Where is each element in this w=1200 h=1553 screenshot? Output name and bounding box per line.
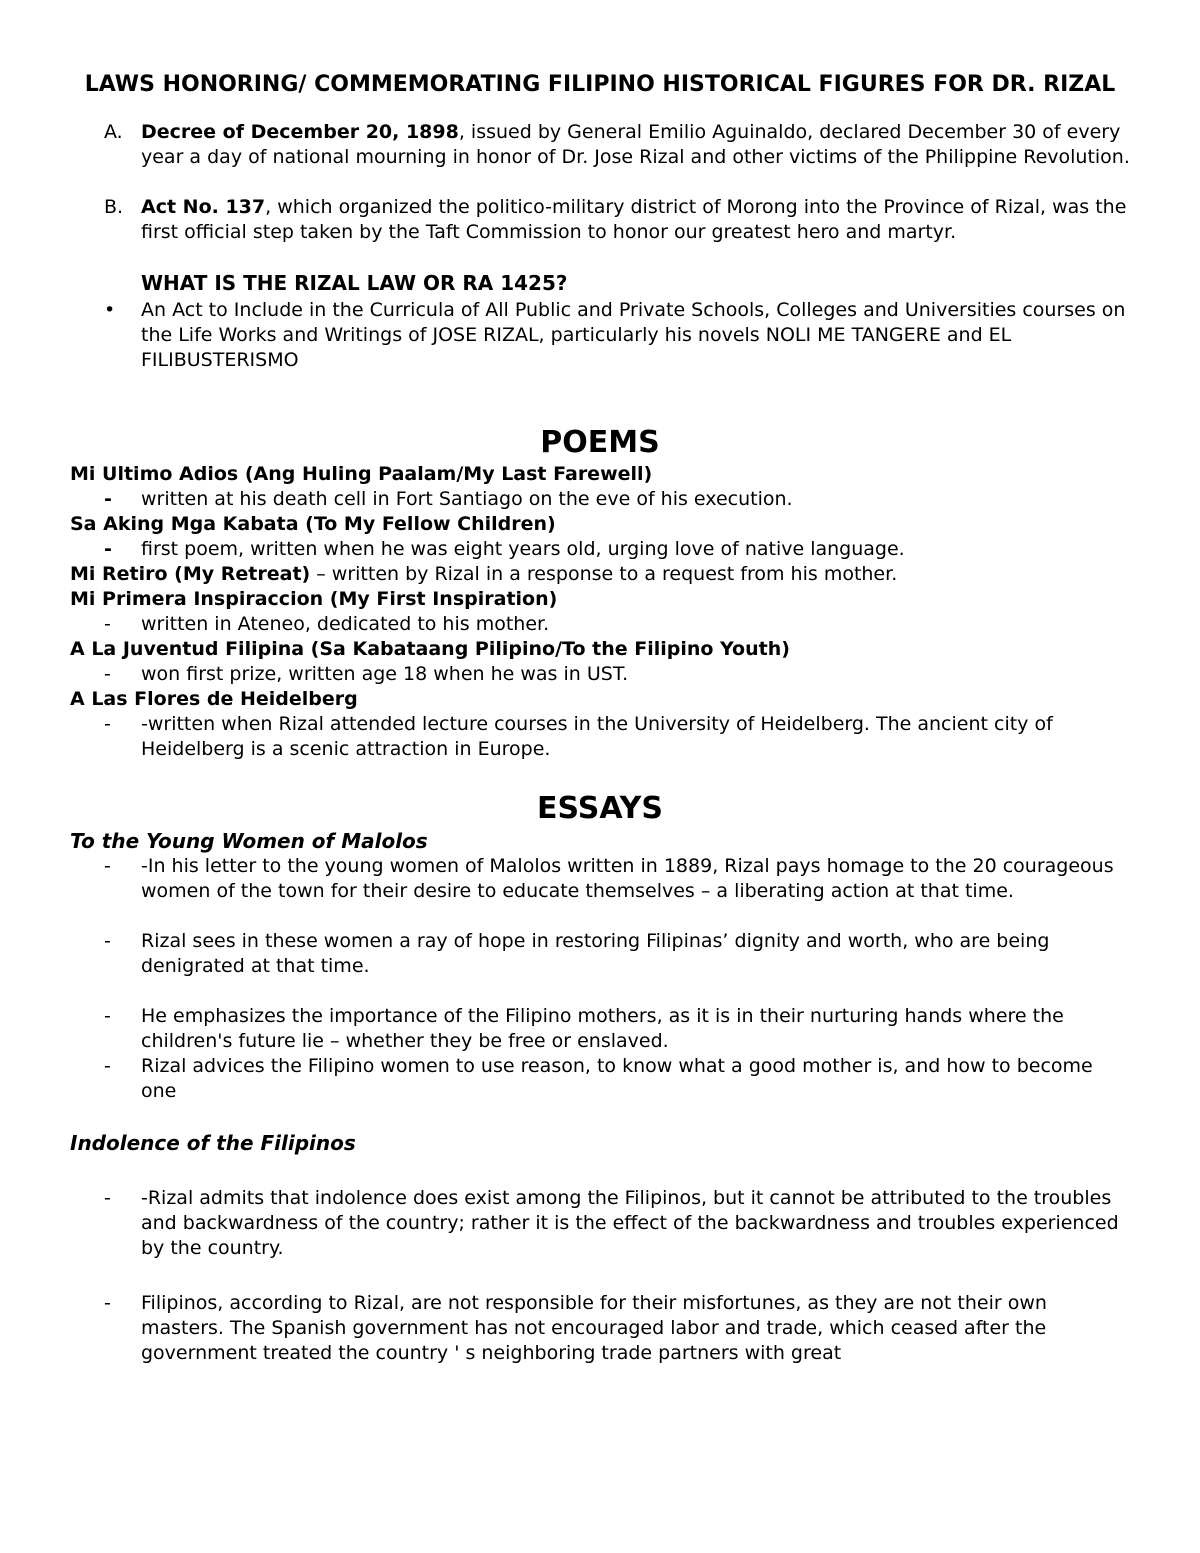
essay-point-text: He emphasizes the importance of the Filipino mothers, as it is in their nurturing hands where the children's future lie – whether they be free or enslaved. (141, 1005, 1064, 1052)
laws-list (70, 120, 1130, 245)
poem-title: Mi Primera Inspiraccion (My First Inspiration) (70, 588, 558, 610)
essay-point-text: Rizal advices the Filipino women to use reason, to know what a good mother is, and how to become one (141, 1055, 1093, 1102)
poems-section (70, 462, 1130, 762)
dash-icon: - (104, 713, 111, 735)
law-item-b (70, 195, 1130, 245)
essay-point-text: Rizal sees in these women a ray of hope in restoring Filipinas’ dignity and worth, who are being denigrated at that time. (141, 930, 1050, 977)
law-marker: B. (104, 196, 124, 218)
poem-note (70, 662, 1130, 687)
law-marker: A. (104, 121, 123, 143)
poem-title: A Las Flores de Heidelberg (70, 688, 358, 710)
essay-point (70, 1186, 1130, 1261)
dash-icon: - (104, 613, 111, 635)
law-name: Act No. 137 (141, 196, 266, 218)
dash-icon: - (104, 1005, 111, 1027)
essay-point (70, 1054, 1130, 1104)
rizal-law-heading: WHAT IS THE RIZAL LAW OR RA 1425? (141, 271, 568, 295)
poem-note-text: -written when Rizal attended lecture courses in the University of Heidelberg. The ancient city of Heidelberg is a scenic attraction in Europe. (141, 713, 1053, 760)
poem-note (70, 537, 1130, 562)
essay-point-text: Filipinos, according to Rizal, are not responsible for their misfortunes, as they are not their own masters. The Spanish government has not encouraged labor and trade, which ceased after the government treated the country ' s neighboring trade partners with great (141, 1292, 1047, 1364)
poem-note (70, 487, 1130, 512)
poem-entry (70, 562, 1130, 587)
essay-point (70, 929, 1130, 979)
essay-point (70, 854, 1130, 904)
document-title: LAWS HONORING/ COMMEMORATING FILIPINO HISTORICAL FIGURES FOR DR. RIZAL (84, 72, 1116, 97)
dash-icon: - (104, 1055, 111, 1077)
law-item-a (70, 120, 1130, 170)
poem-title: Mi Ultimo Adios (Ang Huling Paalam/My Last Farewell) (70, 463, 653, 485)
essay-title: To the Young Women of Malolos (70, 829, 428, 853)
dash-icon: - (104, 855, 111, 877)
poems-heading: POEMS (540, 425, 660, 460)
dash-icon: - (104, 930, 111, 952)
essay-point-text: -Rizal admits that indolence does exist among the Filipinos, but it cannot be attributed to the troubles and backwardness of the country; rather it is the effect of the backwardness and troubles experienced by the country. (141, 1187, 1119, 1259)
list-item (70, 298, 1130, 373)
poem-inline-note: – written by Rizal in a response to a request from his mother. (310, 563, 898, 585)
law-description: , issued by General Emilio Aguinaldo, declared December 30 of every year a day of national mourning in honor of Dr. Jose Rizal and other victims of the Philippine Revolution. (141, 121, 1130, 168)
poem-title: A La Juventud Filipina (Sa Kabataang Pilipino/To the Filipino Youth) (70, 638, 790, 660)
bullet-icon: • (104, 299, 116, 321)
poem-title: Sa Aking Mga Kabata (To My Fellow Children) (70, 513, 556, 535)
dash-icon: - (104, 538, 112, 560)
dash-icon: - (104, 488, 112, 510)
poem-note-text: won first prize, written age 18 when he was in UST. (141, 663, 629, 685)
essay-point (70, 1004, 1130, 1054)
dash-icon: - (104, 1187, 111, 1209)
dash-icon: - (104, 1292, 111, 1314)
poem-note-text: written at his death cell in Fort Santiago on the eve of his execution. (141, 488, 793, 510)
rizal-law-list (70, 298, 1130, 373)
essay-point (70, 1291, 1130, 1366)
dash-icon: - (104, 663, 111, 685)
essays-heading: ESSAYS (536, 791, 664, 826)
poem-note (70, 712, 1130, 762)
essays-section (70, 828, 1130, 1366)
poem-note-text: first poem, written when he was eight years old, urging love of native language. (141, 538, 905, 560)
poem-note-text: written in Ateneo, dedicated to his mother. (141, 613, 550, 635)
law-name: Decree of December 20, 1898 (141, 121, 459, 143)
essay-title: Indolence of the Filipinos (70, 1131, 356, 1155)
law-description: , which organized the politico-military district of Morong into the Province of Rizal, was the first official step taken by the Taft Commission to honor our greatest hero and martyr. (141, 196, 1127, 243)
rizal-law-text: An Act to Include in the Curricula of All Public and Private Schools, Colleges and Universities courses on the Life Works and Writings of JOSE RIZAL, particularly his novels NOLI ME TANGERE and EL FILIBUSTERISMO (141, 299, 1126, 371)
essay-point-text: -In his letter to the young women of Malolos written in 1889, Rizal pays homage to the 20 courageous women of the town for their desire to educate themselves – a liberating action at that time. (141, 855, 1114, 902)
poem-title: Mi Retiro (My Retreat) (70, 563, 311, 585)
poem-note (70, 612, 1130, 637)
